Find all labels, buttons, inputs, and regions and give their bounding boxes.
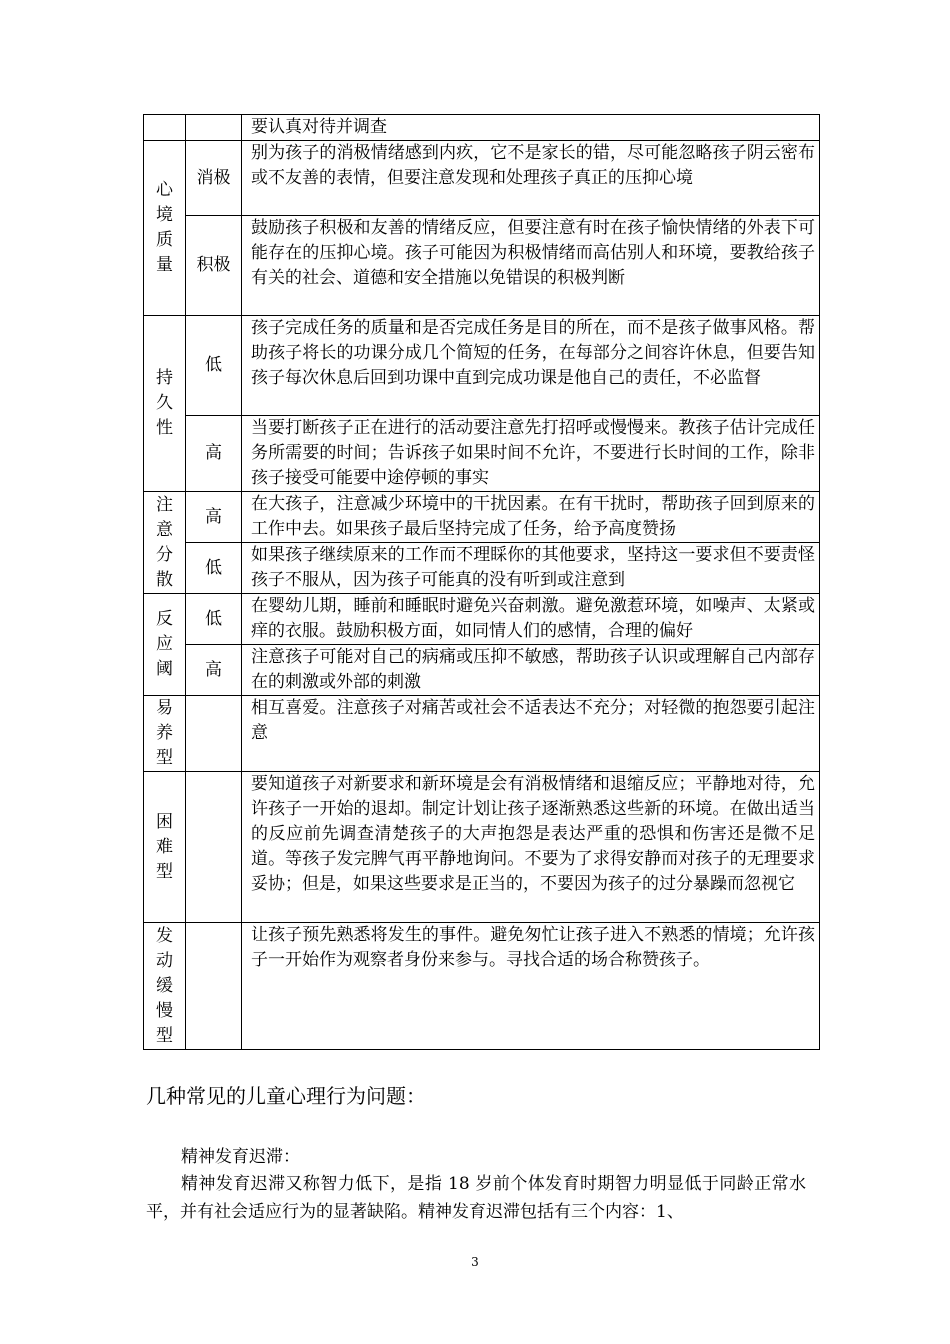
dimension-cell: 易养型 [144, 696, 186, 772]
advice-cell: 相互喜爱。注意孩子对痛苦或社会不适表达不充分；对轻微的抱怨要引起注意 [242, 696, 820, 772]
dimension-cell: 困难型 [144, 772, 186, 923]
advice-cell: 在大孩子，注意减少环境中的干扰因素。在有干扰时，帮助孩子回到原来的工作中去。如果孩子最后坚持完成了任务，给予高度赞扬 [242, 492, 820, 543]
advice-cell: 别为孩子的消极情绪感到内疚，它不是家长的错，尽可能忽略孩子阴云密布或不友善的表情，但要注意发现和处理孩子真正的压抑心境 [242, 141, 820, 216]
table-row [144, 115, 820, 141]
level-cell [186, 923, 242, 1050]
advice-cell: 孩子完成任务的质量和是否完成任务是目的所在，而不是孩子做事风格。帮助孩子将长的功课分成几个简短的任务，在每部分之间容许休息，但要告知孩子每次休息后回到功课中直到完成功课是他自己的责任，不必监督 [242, 316, 820, 416]
dimension-cell: 心境质量 [144, 141, 186, 316]
advice-cell: 在婴幼儿期，睡前和睡眠时避免兴奋刺激。避免激惹环境，如噪声、太紧或痒的衣服。鼓励积极方面，如同情人们的感情，合理的偏好 [242, 594, 820, 645]
level-cell: 高 [186, 492, 242, 543]
table-row [144, 316, 820, 416]
dimension-cell: 注意分散 [144, 492, 186, 594]
advice-cell: 让孩子预先熟悉将发生的事件。避免匆忙让孩子进入不熟悉的情境；允许孩子一开始作为观察者身份来参与。寻找合适的场合称赞孩子。 [242, 923, 820, 1050]
advice-cell: 要知道孩子对新要求和新环境是会有消极情绪和退缩反应；平静地对待，允许孩子一开始的退却。制定计划让孩子逐渐熟悉这些新的环境。在做出适当的反应前先调查清楚孩子的大声抱怨是表达严重的恐惧和伤害还是微不足道。等孩子发完脾气再平静地询问。不要为了求得安静而对孩子的无理要求妥协；但是，如果这些要求是正当的，不要因为孩子的过分暴躁而忽视它 [242, 772, 820, 923]
table-row [144, 141, 820, 216]
table-row [144, 594, 820, 645]
table-row [144, 543, 820, 594]
table-row [144, 645, 820, 696]
table-row [144, 216, 820, 316]
table-row [144, 492, 820, 543]
dimension-cell: 持久性 [144, 316, 186, 492]
table-row [144, 772, 820, 923]
level-cell: 低 [186, 316, 242, 416]
level-cell: 消极 [186, 141, 242, 216]
level-cell: 低 [186, 594, 242, 645]
advice-cell: 当要打断孩子正在进行的活动要注意先打招呼或慢慢来。教孩子估计完成任务所需要的时间；告诉孩子如果时间不允许，不要进行长时间的工作，除非孩子接受可能要中途停顿的事实 [242, 416, 820, 492]
dimension-cell: 反应阈 [144, 594, 186, 696]
section-heading: 几种常见的儿童心理行为问题： [146, 1084, 426, 1108]
table-row [144, 923, 820, 1050]
level-cell: 低 [186, 543, 242, 594]
level-cell: 高 [186, 416, 242, 492]
level-cell [186, 696, 242, 772]
level-cell: 高 [186, 645, 242, 696]
advice-cell: 要认真对待并调查 [242, 115, 820, 141]
advice-cell: 鼓励孩子积极和友善的情绪反应，但要注意有时在孩子愉快情绪的外表下可能存在的压抑心境。孩子可能因为积极情绪而高估别人和环境，要教给孩子有关的社会、道德和安全措施以免错误的积极判断 [242, 216, 820, 316]
advice-cell: 注意孩子可能对自己的病痛或压抑不敏感，帮助孩子认识或理解自己内部存在的刺激或外部的刺激 [242, 645, 820, 696]
dimension-cell [144, 115, 186, 141]
level-cell: 积极 [186, 216, 242, 316]
temperament-advice-table [143, 114, 820, 1050]
advice-cell: 如果孩子继续原来的工作而不理睬你的其他要求，坚持这一要求但不要责怪孩子不服从，因为孩子可能真的没有听到或注意到 [242, 543, 820, 594]
body-paragraph: 精神发育迟滞又称智力低下，是指 18 岁前个体发育时期智力明显低于同龄正常水平，并有社会适应行为的显著缺陷。精神发育迟滞包括有三个内容：1、 [146, 1174, 806, 1222]
page-number: 3 [471, 1255, 479, 1269]
table-row [144, 416, 820, 492]
table-row [144, 696, 820, 772]
dimension-cell: 发动缓慢型 [144, 923, 186, 1050]
level-cell [186, 772, 242, 923]
level-cell [186, 115, 242, 141]
subsection-heading: 精神发育迟滞： [181, 1147, 300, 1167]
